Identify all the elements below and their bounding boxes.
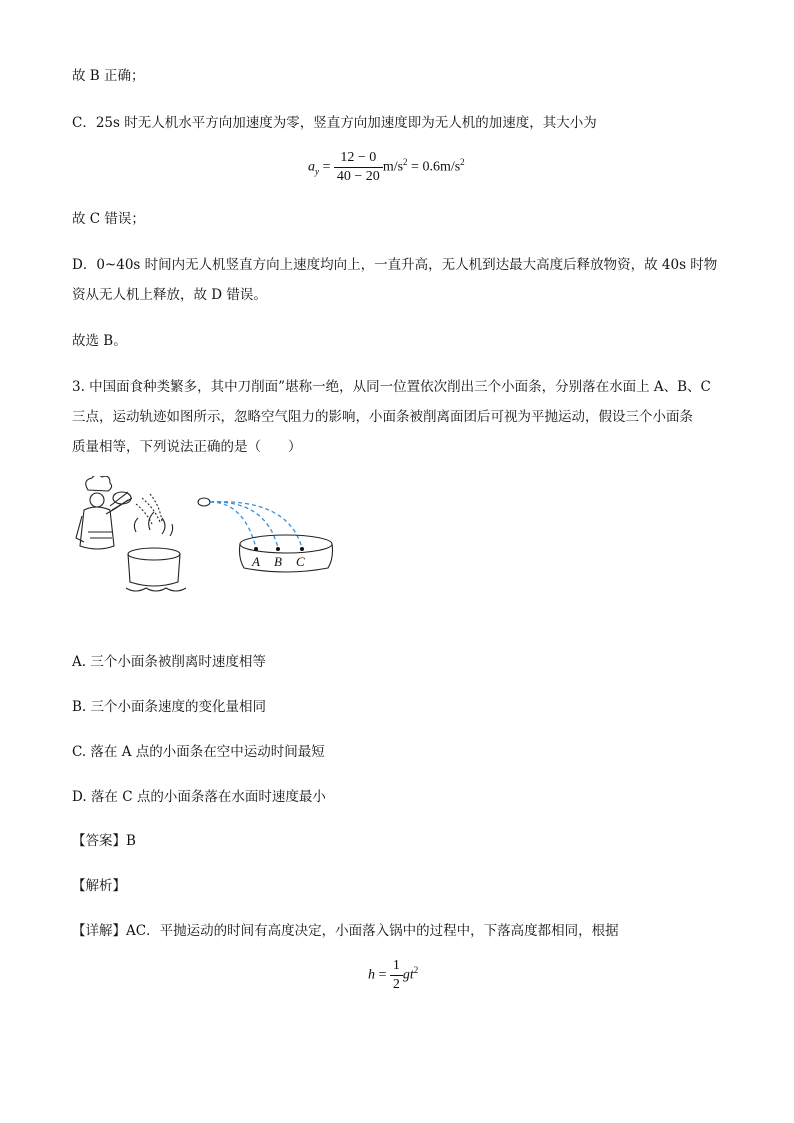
trajectory-b [210, 502, 278, 548]
chef-head [90, 493, 104, 507]
trajectory-a [210, 502, 256, 548]
formula-result: = 0.6m/s [407, 159, 461, 175]
noodle-figure [66, 476, 336, 600]
chef-illustration [76, 476, 132, 549]
detail-line [72, 921, 619, 941]
option-a: A. 三个小面条被削离时速度相等 [72, 654, 266, 670]
chef-body [80, 507, 114, 549]
label-b: B [274, 554, 282, 569]
text-b-correct: 故 B 正确； [72, 68, 145, 84]
formula-fraction [334, 150, 383, 185]
formula-subscript-y: y [315, 166, 319, 177]
text-c-wrong: 故 C 错误； [72, 211, 145, 227]
steam [134, 512, 172, 536]
text-d-statement-1: D．0~40s 时间内无人机竖直方向上速度均向上，一直升高，无人机到达最大高度后释放物资，故 40s 时物 [72, 257, 718, 273]
basin-rim [240, 535, 332, 553]
fraction-denominator-2: 2 [392, 977, 400, 992]
analysis-label: 【解析】 [72, 878, 126, 894]
answer-line [72, 831, 136, 851]
trajectory-c [210, 502, 302, 548]
pot-rim [128, 548, 180, 560]
formula-fraction-half [390, 958, 403, 993]
formula-unit-exp: 2 [403, 157, 408, 168]
detail-label: 【详解】 [72, 923, 126, 939]
noodle-origin [198, 498, 210, 506]
question-3-line-3: 质量相等，下列说法正确的是（ ） [72, 439, 302, 455]
formula-gt: gt [402, 967, 414, 983]
answer-label: 【答案】 [72, 833, 126, 849]
formula-equals: = [319, 159, 334, 175]
fraction-denominator: 40 − 20 [336, 169, 380, 184]
text-choose-b: 故选 B。 [72, 333, 127, 349]
text-d-statement-2: 资从无人机上释放，故 D 错误。 [72, 287, 267, 303]
landing-points [254, 547, 304, 551]
chef-apron [88, 532, 112, 538]
point-a [254, 547, 258, 551]
formula-symbol-h: h [368, 967, 375, 983]
formula-result-exp: 2 [460, 157, 465, 168]
formula-symbol-a: a [308, 159, 315, 175]
option-b: B. 三个小面条速度的变化量相同 [72, 699, 267, 715]
knife [110, 492, 132, 510]
label-a: A [252, 554, 260, 569]
formula-height [368, 958, 418, 993]
point-labels [251, 554, 305, 569]
question-3-line-1: 3. 中国面食种类繁多，其中刀削面”堪称一绝，从同一位置依次削出三个小面条，分别落在水面上 A、B、C [72, 379, 711, 395]
formula-unit: m/s [382, 159, 404, 175]
option-c: C. 落在 A 点的小面条在空中运动时间最短 [72, 744, 325, 760]
option-d: D. 落在 C 点的小面条落在水面时速度最小 [72, 789, 326, 805]
fraction-numerator: 12 − 0 [334, 150, 383, 168]
point-c [300, 547, 304, 551]
chef-hat [86, 476, 112, 491]
noodle-spray [136, 494, 162, 524]
label-c: C [296, 554, 305, 569]
question-3-line-2: 三点，运动轨迹如图所示，忽略空气阻力的影响，小面条被削离面团后可视为平抛运动，假设三个小面条 [72, 409, 693, 425]
answer-value: B [126, 833, 136, 849]
fire-base [126, 588, 186, 591]
text-c-statement: C．25s 时无人机水平方向加速度为零，竖直方向加速度即为无人机的加速度，其大小为 [72, 115, 597, 131]
trajectories [210, 502, 302, 548]
point-b [276, 547, 280, 551]
formula-acceleration [308, 150, 465, 185]
fraction-numerator-2: 1 [390, 958, 403, 976]
cooking-pot [126, 494, 186, 591]
formula-gt-exp: 2 [413, 965, 419, 976]
formula-equals-2: = [375, 967, 390, 983]
detail-text: AC．平抛运动的时间有高度决定，小面落入锅中的过程中，下落高度都相同，根据 [126, 923, 619, 939]
